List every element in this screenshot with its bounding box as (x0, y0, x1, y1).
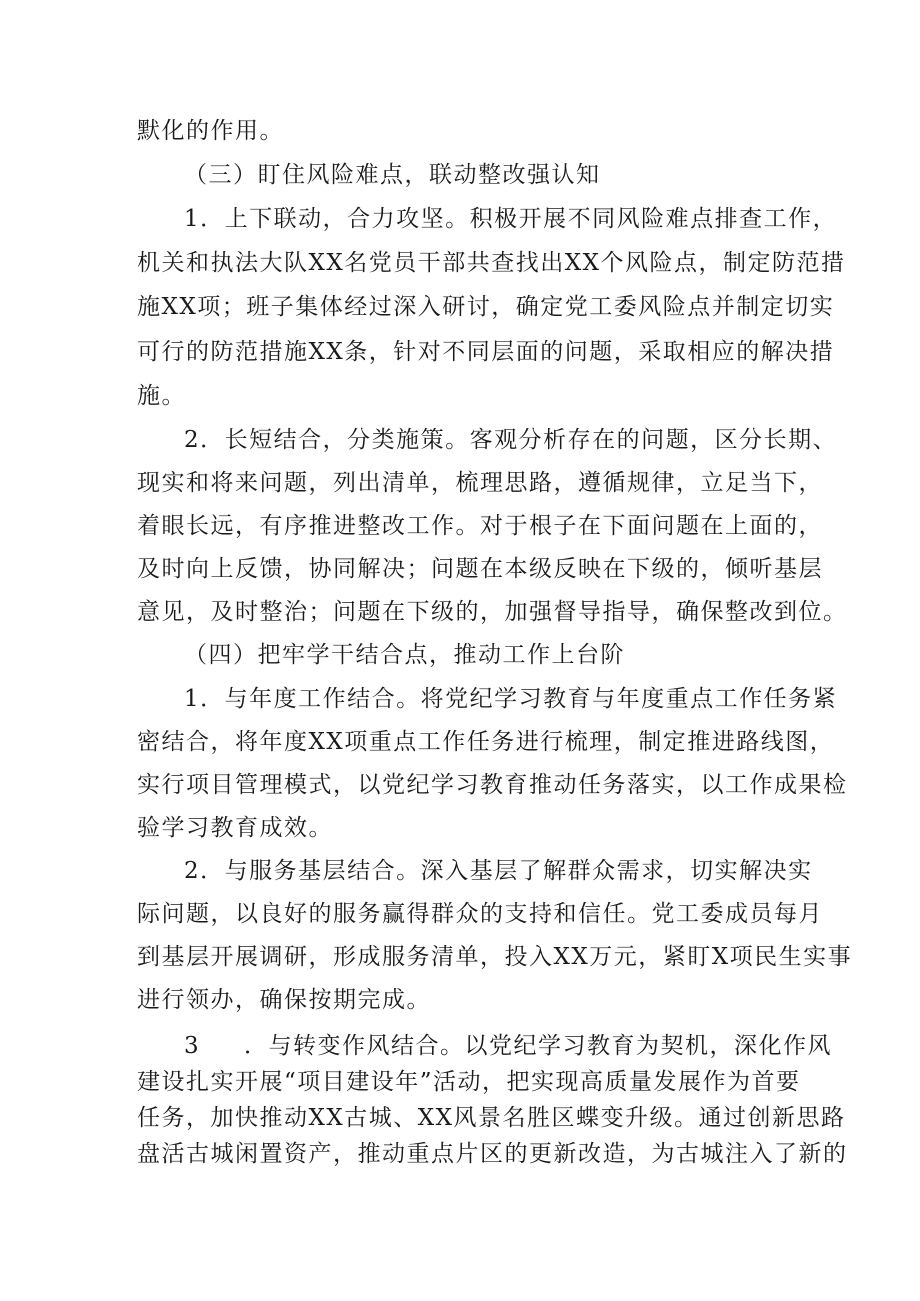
paragraph-line: 2．长短结合，分类施策。客观分析存在的问题，区分长期、 (184, 427, 838, 453)
item-text: ．与转变作风结合。以党纪学习教育为契机，深化作风 (244, 1033, 832, 1059)
paragraph-line: 2．与服务基层结合。深入基层了解群众需求，切实解决实 (184, 858, 813, 884)
paragraph-line: 机关和执法大队XX名党员干部共查找出XX个风险点，制定防范措 (137, 250, 846, 276)
section-heading: （四）把牢学干结合点，推动工作上台阶 (184, 642, 625, 668)
paragraph-line: 施。 (137, 383, 186, 409)
paragraph-line: 1．上下联动，合力攻坚。积极开展不同风险难点排查工作， (184, 206, 838, 232)
paragraph-line: 到基层开展调研，形成服务清单，投入XX万元，紧盯X项民生实事 (137, 944, 853, 970)
paragraph-line: 可行的防范措施XX条，针对不同层面的问题，采取相应的解决措 (137, 339, 835, 365)
section-heading: （三）盯住风险难点，联动整改强认知 (184, 162, 601, 188)
paragraph-line: 意见，及时整治；问题在下级的，加强督导指导，确保整改到位。 (137, 599, 848, 625)
paragraph-line: 际问题，以良好的服务赢得群众的支持和信任。党工委成员每月 (137, 901, 823, 927)
paragraph-line: 密结合，将年度XX项重点工作任务进行梳理，制定推进路线图， (137, 729, 835, 755)
paragraph-line: 着眼长远，有序推进整改工作。对于根子在下面问题在上面的， (137, 513, 823, 539)
paragraph-line: 实行项目管理模式，以党纪学习教育推动任务落实，以工作成果检 (137, 772, 848, 798)
paragraph-line: 盘活古城闲置资产，推动重点片区的更新改造，为古城注入了新的 (137, 1141, 848, 1167)
paragraph-line: 默化的作用。 (137, 118, 284, 144)
paragraph-line: 及时向上反馈，协同解决；问题在本级反映在下级的，倾听基层 (137, 556, 823, 582)
item-number: 3 (184, 1033, 201, 1059)
paragraph-line: 建设扎实开展“项目建设年”活动，把实现高质量发展作为首要 (137, 1069, 801, 1095)
paragraph-line (184, 1031, 832, 1061)
paragraph-line: 施XX项；班子集体经过深入研讨，确定党工委风险点并制定切实 (137, 294, 835, 320)
paragraph-line: 进行领办，确保按期完成。 (137, 987, 431, 1013)
paragraph-line: 现实和将来问题，列出清单，梳理思路，遵循规律，立足当下， (137, 470, 823, 496)
paragraph-line: 任务，加快推动XX古城、XX风景名胜区蝶变升级。通过创新思路 (137, 1105, 846, 1131)
paragraph-line: 1．与年度工作结合。将党纪学习教育与年度重点工作任务紧 (184, 686, 838, 712)
paragraph-line: 验学习教育成效。 (137, 815, 333, 841)
